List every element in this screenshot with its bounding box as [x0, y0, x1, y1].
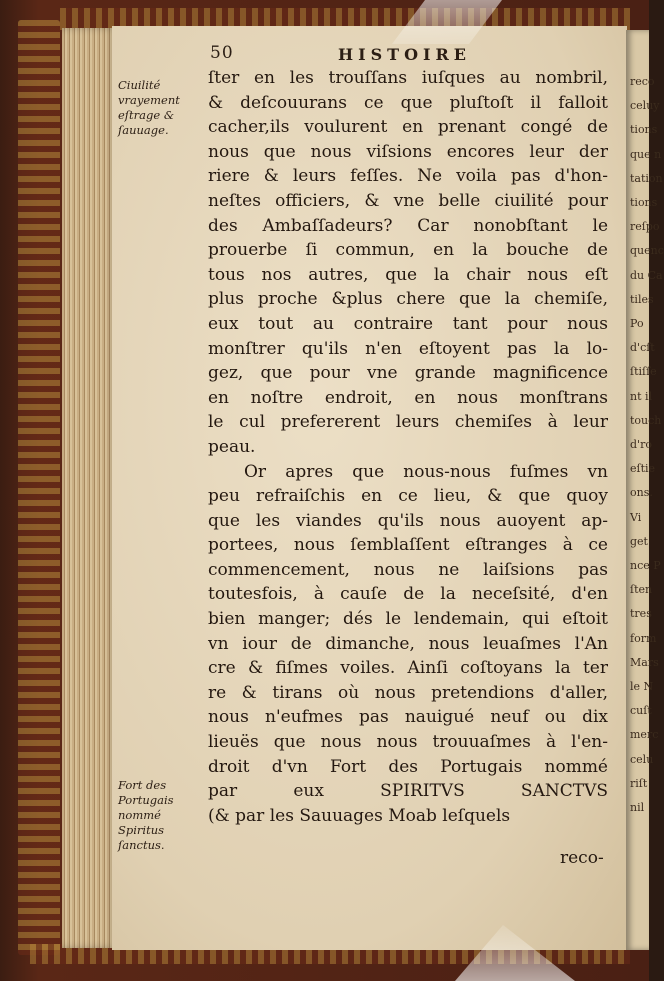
text-line: prouerbe ſi commun, en la bouche de [208, 240, 608, 261]
facing-page [626, 30, 664, 950]
facing-page-line: tions [630, 123, 658, 137]
facing-page-line: tions [630, 196, 658, 210]
facing-page-line: ſten [630, 583, 653, 597]
facing-page-line: tiles [630, 292, 654, 306]
text-line: peau. [208, 436, 256, 457]
page-block-edges [62, 28, 118, 948]
body-text [208, 66, 608, 828]
text-line: des Ambaſſadeurs? Car nonobſtant le [208, 215, 608, 236]
text-line: plus proche &plus chere que la chemiſe, [208, 289, 608, 310]
text-line: toutesfois, à cauſe de la neceſsité, d'en [208, 584, 608, 605]
facing-page-line: form [630, 631, 657, 645]
facing-page-line: tation [630, 171, 663, 185]
text-line: que les viandes qu'ils nous auoyent ap- [208, 510, 608, 531]
margin-note: Fort des Portugais nommé Spiritus ſanctus. [118, 778, 174, 852]
facing-page-line: touch [630, 413, 662, 427]
text-line: droit d'vn Fort des Portugais nommé [208, 756, 608, 777]
text-line: vn iour de dimanche, nous leuaſmes l'An [208, 633, 608, 654]
facing-page-line: d'ro [630, 438, 652, 452]
facing-page-line: riſt [630, 776, 648, 790]
text-line: cre & fiſmes voiles. Ainſi coſtoyans la ter [208, 658, 608, 679]
facing-page-line: Vi [630, 510, 642, 524]
text-line: ſter en les trouſſans iuſques au nombril, [208, 68, 608, 88]
facing-page-line: Po [630, 317, 644, 331]
text-line: lieuës que nous nous trouuaſmes à l'en- [208, 732, 608, 753]
text-line: eux tout au contraire tant pour nous [208, 313, 608, 334]
text-line: & deſcouurans ce que pluſtoſt il falloit [208, 92, 608, 113]
text-line: portees, nous ſemblaſſent eſtranges à ce [208, 535, 608, 556]
facing-page-line: reco [630, 75, 655, 88]
facing-page-line: merc [630, 728, 659, 742]
text-line: nous que nous viſsions encores leur der [208, 141, 608, 162]
text-line: re & tirans où nous pretendions d'aller, [208, 682, 608, 703]
facing-page-fragments [626, 30, 664, 820]
running-title: HISTOIRE [338, 45, 471, 64]
text-line: peu refraiſchis en ce lieu, & que quoy [208, 486, 608, 507]
facing-page-line: ſtiſſe [630, 365, 657, 379]
facing-page-line: celuy [630, 99, 660, 113]
text-line: tous nos autres, que la chair nous eſt [208, 264, 608, 285]
facing-page-line: nt il [630, 389, 653, 403]
facing-page-line: eſtie [630, 462, 656, 476]
text-line: par eux SPIRITVS SANCTVS [208, 781, 608, 802]
text-line: le cul prefererent leurs chemiſes à leur [208, 412, 608, 433]
facing-page-line: le N [630, 680, 654, 694]
facing-page-line: Mars [630, 655, 659, 669]
text-line: cacher,ils voulurent en prenant congé de [208, 117, 608, 138]
text-line: gez, que pour vne grande magnificence [208, 363, 608, 384]
text-line: bien manger; dés le lendemain, qui eſtoit [208, 609, 608, 630]
text-line: riere & leurs feſſes. Ne voila pas d'hon- [208, 166, 608, 187]
facing-page-line: cuſt [630, 704, 652, 718]
facing-page-line: tres [630, 607, 652, 621]
text-line: commencement, nous ne laiſsions pas [208, 559, 608, 580]
facing-page-line: get [630, 534, 648, 548]
facing-page-line: nce P [630, 559, 661, 573]
facing-page-line: du Ca [630, 268, 663, 282]
text-line: Or apres que nous-nous fuſmes vn [244, 461, 608, 482]
facing-page-line: d'cſt [630, 341, 655, 355]
facing-page-line: reſpo [630, 220, 660, 234]
catchword: reco- [560, 848, 604, 868]
gilt-border-left [18, 20, 60, 955]
margin-note: Ciuilité vrayement eſtrage & ſauuage. [118, 78, 180, 137]
text-line: neſtes officiers, & vne belle ciuilité pour [208, 190, 608, 211]
facing-page-line: que n [630, 147, 662, 161]
facing-page-line: nil [630, 801, 645, 815]
facing-page-line: ons. [630, 486, 653, 500]
text-line: monſtrer qu'ils n'en eſtoyent pas la lo- [208, 338, 608, 359]
text-line: (& par les Sauuages Moab leſquels [208, 805, 511, 826]
facing-page-line: quenc [630, 244, 664, 258]
facing-page-line: celu [630, 752, 654, 766]
page-number: 50 [210, 43, 234, 63]
text-line: nous n'eufmes pas nauigué neuf ou dix [208, 707, 608, 728]
text-line: en noſtre endroit, en nous monſtrans [208, 387, 608, 408]
